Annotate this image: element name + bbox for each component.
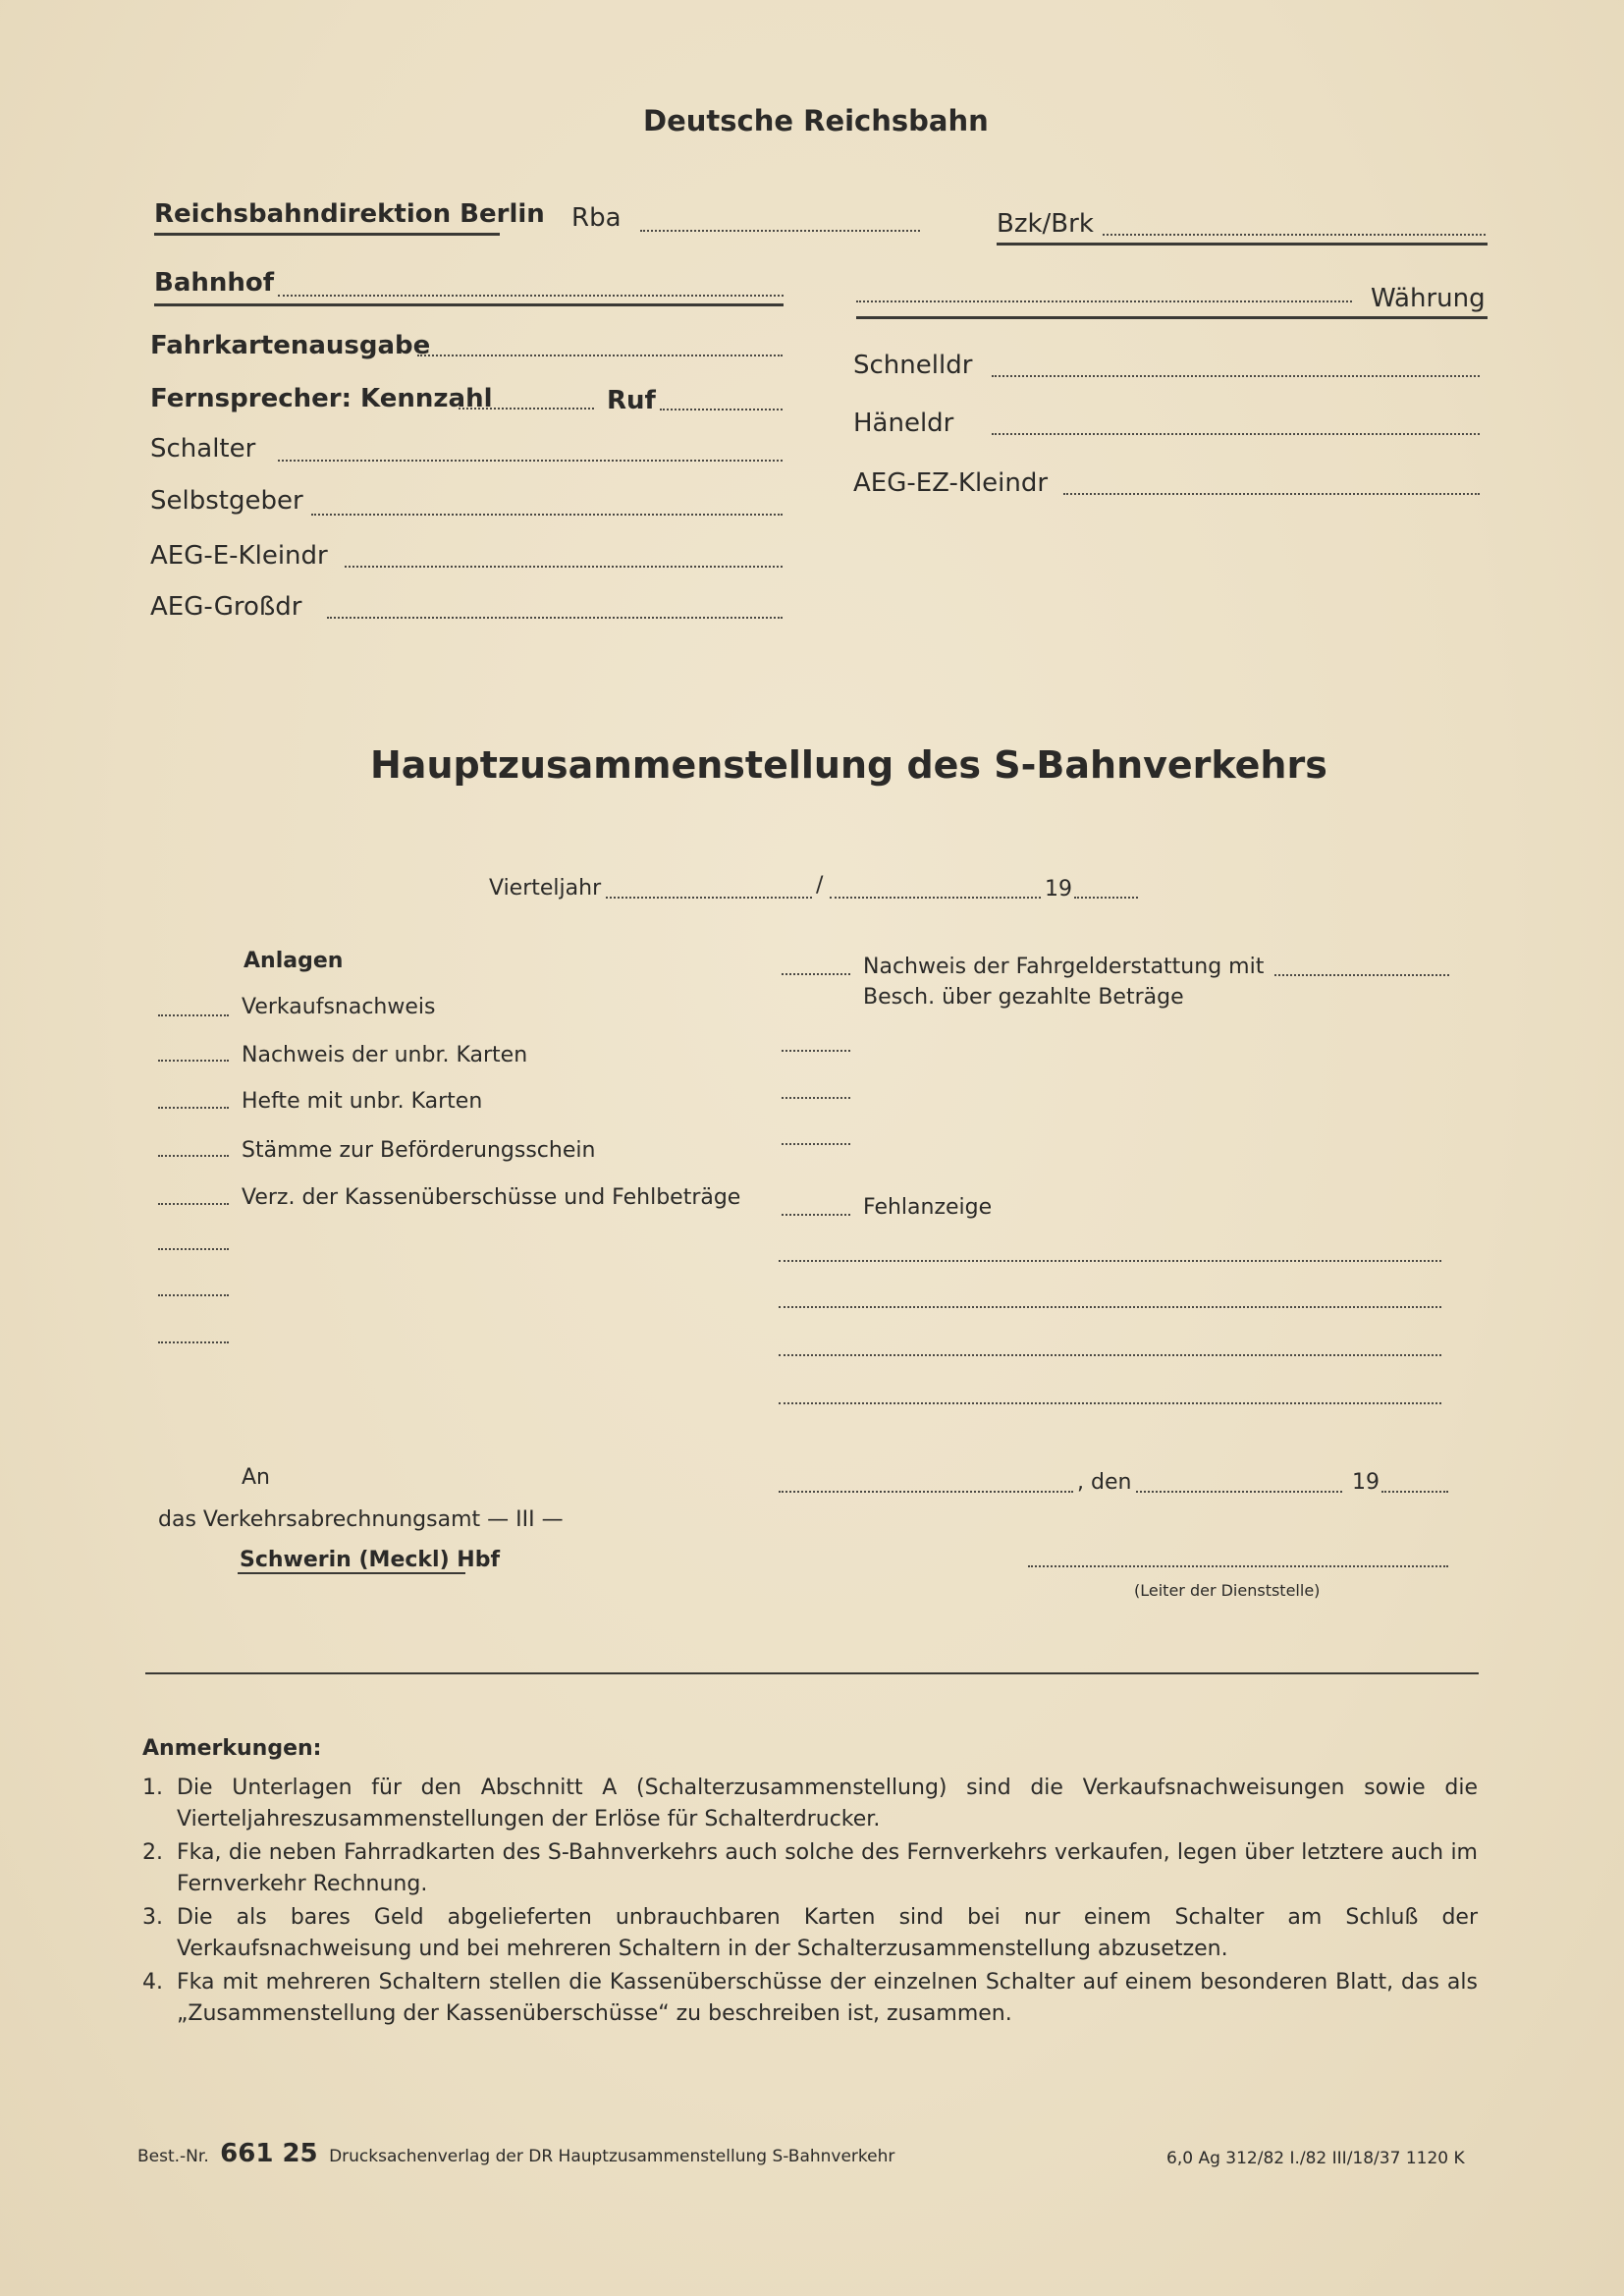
fehlanzeige-line-2[interactable] xyxy=(779,1306,1441,1308)
vierteljahr-year-field[interactable] xyxy=(1074,897,1138,899)
schalter-field[interactable] xyxy=(278,460,783,462)
direktion-underline xyxy=(154,233,500,236)
footer-code: 6,0 Ag 312/82 I./82 III/18/37 1120 K xyxy=(1166,2149,1465,2168)
bzk-underline xyxy=(997,243,1488,246)
org-title: Deutsche Reichsbahn xyxy=(643,104,989,137)
anlage-item-1: Verkaufsnachweis xyxy=(242,995,436,1019)
note-2-text: Fka, die neben Fahrradkarten des S-Bahnverkehrs auch solche des Fernverkehrs verkaufen, legen über letztere auch im Fernverkehr Rechnung. xyxy=(177,1840,1478,1896)
note-4-text: Fka mit mehreren Schaltern stellen die Kassenüberschüsse der einzelnen Schalter auf einem besonderen Blatt, das als „Zusammenstellung der Kassenüberschüsse“ zu beschreiben ist, zusammen. xyxy=(177,1970,1478,2026)
aeg-e-kleindr-label: AEG-E-Kleindr xyxy=(150,541,328,571)
aeg-ez-kleindr-label: AEG-EZ-Kleindr xyxy=(853,468,1049,498)
anlage-item-3: Hefte mit unbr. Karten xyxy=(242,1089,483,1114)
selbstgeber-field[interactable] xyxy=(311,514,783,516)
note-2 xyxy=(142,1837,1478,1902)
aeg-ez-kleindr-field[interactable] xyxy=(1063,493,1480,495)
fehlanzeige-count[interactable] xyxy=(782,1214,850,1216)
schalter-label: Schalter xyxy=(150,434,256,464)
haeneldr-label: Häneldr xyxy=(853,409,954,438)
vierteljahr-label: Vierteljahr xyxy=(489,876,602,901)
anlage-count-4[interactable] xyxy=(158,1155,229,1157)
aeg-grossdr-field[interactable] xyxy=(327,617,783,619)
anlage-count-5[interactable] xyxy=(158,1203,229,1205)
fehlanzeige-label: Fehlanzeige xyxy=(863,1195,993,1220)
vierteljahr-year-prefix: 19 xyxy=(1045,877,1072,902)
waehrung-field[interactable] xyxy=(856,301,1352,302)
city-label: Schwerin (Meckl) Hbf xyxy=(240,1548,501,1572)
leiter-label: (Leiter der Dienststelle) xyxy=(1134,1581,1321,1600)
ruf-label: Ruf xyxy=(607,386,656,415)
note-3 xyxy=(142,1902,1478,1967)
note-4 xyxy=(142,1967,1478,2032)
anlage-item-5: Verz. der Kassenüberschüsse und Fehlbeträge xyxy=(242,1185,741,1210)
vierteljahr-field-1[interactable] xyxy=(606,897,812,899)
fehlanzeige-line-1[interactable] xyxy=(779,1260,1441,1262)
best-label: Best.-Nr. xyxy=(137,2147,209,2166)
bahnhof-label: Bahnhof xyxy=(154,268,275,298)
rba-field[interactable] xyxy=(640,230,920,232)
note-1-text: Die Unterlagen für den Abschnitt A (Schalterzusammenstellung) sind die Verkaufsnachweisungen sowie die Vierteljahreszusammenstellungen der Erlöse für Schalterdrucker. xyxy=(177,1776,1478,1831)
anlage-item-2: Nachweis der unbr. Karten xyxy=(242,1043,528,1067)
footer-left xyxy=(137,2139,894,2168)
anlage-count-3[interactable] xyxy=(158,1107,229,1109)
fehlanzeige-line-4[interactable] xyxy=(779,1402,1441,1404)
anlage-right-count-1[interactable] xyxy=(782,973,850,975)
datum-year-field[interactable] xyxy=(1381,1491,1448,1493)
datum-field[interactable] xyxy=(1136,1491,1342,1493)
schnelldr-label: Schnelldr xyxy=(853,351,973,380)
note-3-text: Die als bares Geld abgelieferten unbrauchbaren Karten sind bei nur einem Schalter am Schluß der Verkaufsnachweisung und bei mehreren Schaltern in der Schalterzusammenstellung abzusetzen. xyxy=(177,1905,1478,1961)
anlage-right-item-1a: Nachweis der Fahrgelderstattung mit xyxy=(863,955,1265,979)
vierteljahr-field-2[interactable] xyxy=(830,897,1041,899)
anlage-count-1[interactable] xyxy=(158,1014,229,1016)
bzk-field[interactable] xyxy=(1103,234,1486,236)
anlage-item-4: Stämme zur Beförderungsschein xyxy=(242,1138,596,1163)
anlage-extra-1[interactable] xyxy=(158,1248,229,1250)
ruf-field[interactable] xyxy=(660,409,783,410)
note-1 xyxy=(142,1773,1478,1837)
section-divider xyxy=(145,1672,1479,1674)
anlage-extra-2[interactable] xyxy=(158,1294,229,1296)
anlage-right-count-2[interactable] xyxy=(782,1050,850,1052)
fahrkartenausgabe-label: Fahrkartenausgabe xyxy=(150,331,431,360)
aeg-grossdr-label: AEG-Großdr xyxy=(150,592,302,622)
direktion-label: Reichsbahndirektion Berlin xyxy=(154,199,545,229)
amt-label: das Verkehrsabrechnungsamt — III — xyxy=(158,1507,564,1532)
publisher-text: Drucksachenverlag der DR Hauptzusammenstellung S-Bahnverkehr xyxy=(329,2147,895,2166)
fahrkartenausgabe-field[interactable] xyxy=(417,355,783,356)
note-4-number: 4. xyxy=(142,1970,163,1995)
anlage-count-2[interactable] xyxy=(158,1060,229,1062)
aeg-e-kleindr-field[interactable] xyxy=(345,566,783,568)
erstattung-field[interactable] xyxy=(1274,974,1449,976)
page-title: Hauptzusammenstellung des S-Bahnverkehrs xyxy=(370,743,1327,787)
notes-heading: Anmerkungen: xyxy=(142,1736,322,1761)
waehrung-label: Währung xyxy=(1371,284,1486,313)
anlage-extra-3[interactable] xyxy=(158,1341,229,1343)
waehrung-underline xyxy=(856,316,1488,319)
best-number: 661 25 xyxy=(220,2139,318,2168)
vierteljahr-slash: / xyxy=(816,873,824,898)
bahnhof-field[interactable] xyxy=(278,295,784,297)
note-1-number: 1. xyxy=(142,1776,163,1800)
signature-field[interactable] xyxy=(1028,1565,1448,1567)
bahnhof-underline xyxy=(154,303,784,306)
rba-label: Rba xyxy=(571,203,622,233)
anlage-right-count-4[interactable] xyxy=(782,1143,850,1145)
kennzahl-field[interactable] xyxy=(459,408,594,410)
haeneldr-field[interactable] xyxy=(992,433,1480,435)
den-label: , den xyxy=(1077,1470,1132,1495)
note-2-number: 2. xyxy=(142,1840,163,1865)
city-underline xyxy=(238,1572,465,1574)
anlage-right-count-3[interactable] xyxy=(782,1097,850,1099)
fehlanzeige-line-3[interactable] xyxy=(779,1354,1441,1356)
an-label: An xyxy=(242,1465,270,1490)
datum-year-prefix: 19 xyxy=(1352,1470,1380,1495)
selbstgeber-label: Selbstgeber xyxy=(150,486,303,516)
ort-field[interactable] xyxy=(779,1491,1073,1493)
schnelldr-field[interactable] xyxy=(992,375,1480,377)
anlage-right-item-1b: Besch. über gezahlte Beträge xyxy=(863,985,1184,1010)
anlagen-heading: Anlagen xyxy=(244,949,344,973)
bzk-label: Bzk/Brk xyxy=(997,209,1094,239)
note-3-number: 3. xyxy=(142,1905,163,1930)
fernsprecher-label: Fernsprecher: Kennzahl xyxy=(150,384,493,413)
